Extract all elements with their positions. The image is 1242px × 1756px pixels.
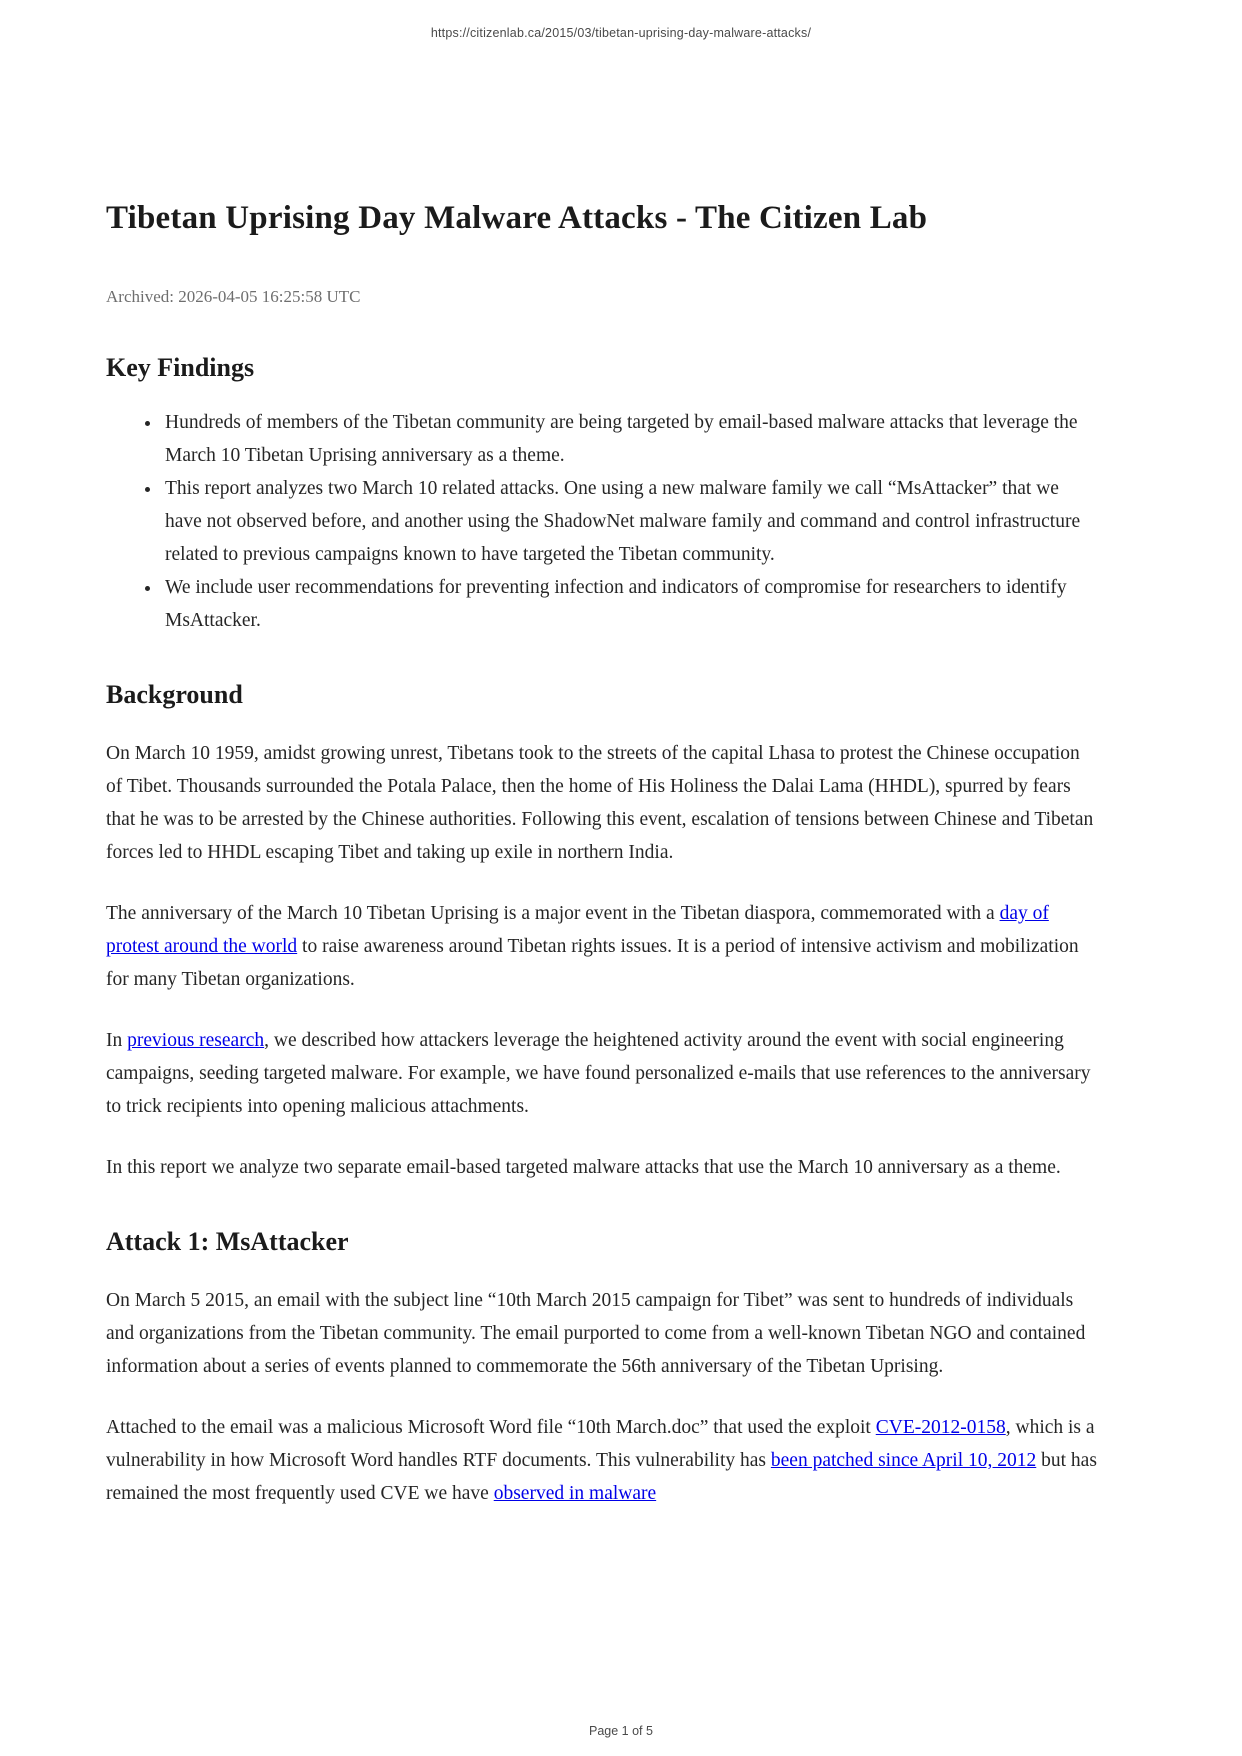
section-heading-key-findings: Key Findings [106,353,255,382]
paragraph-text: In [106,1030,128,1051]
paragraph-text: to raise awareness around Tibetan rights issues. It is a period of intensive activism and mobilization for many Tibetan organizations. [106,936,1079,990]
paragraph-text: On March 10 1959, amidst growing unrest, Tibetans took to the streets of the capital Lhasa to protest the Chinese occupation of Tibet. Thousands surrounded the Potala Palace, then the home of His Holiness the Dalai Lama (HHDL), spurred by fears that he was to be arrested by the Chinese authorities. Following this event, escalation of tensions between Chinese and Tibetan forces led to HHDL escaping Tibet and taking up exile in northern India. [106,743,1094,863]
list-item: • Hundreds of members of the Tibetan community are being targeted by email-based malware attacks that leverage the March 10 Tibetan Uprising anniversary as a theme. [162,406,1098,472]
section-heading-background: Background [106,680,243,709]
article-body [106,0,1098,1510]
page-title: Tibetan Uprising Day Malware Attacks - The Citizen Lab [106,200,928,236]
background-paragraph-4 [106,1151,1098,1184]
page-number: Page 1 of 5 [589,1724,653,1738]
archived-timestamp: Archived: 2026-04-05 16:25:58 UTC [106,287,361,306]
paragraph-text: In this report we analyze two separate email-based targeted malware attacks that use the March 10 anniversary as a theme. [106,1157,1061,1178]
list-item: • We include user recommendations for preventing infection and indicators of compromise for researchers to identify MsAttacker. [162,571,1098,637]
paragraph-text: , we described how attackers leverage the heightened activity around the event with social engineering campaigns, seeding targeted malware. For example, we have found personalized e-mails that use references to the anniversary to trick recipients into opening malicious attachments. [106,1030,1091,1117]
key-findings-list [106,406,1098,637]
paragraph-text: but has remained the most frequently used CVE we have [106,1450,1097,1504]
attack1-paragraph-1 [106,1284,1098,1383]
background-paragraph-1 [106,737,1098,869]
list-item: • This report analyzes two March 10 related attacks. One using a new malware family we call “MsAttacker” that we have not observed before, and another using the ShadowNet malware family and command and control infrastructure related to previous campaigns known to have targeted the Tibetan community. [162,472,1098,571]
link-observed-in-malware[interactable]: observed in malware [493,1483,657,1504]
background-paragraph-2 [106,897,1098,996]
link-cve-2012-0158[interactable]: CVE-2012-0158 [875,1417,1006,1438]
link-been-patched[interactable]: been patched since April 10, 2012 [770,1450,1037,1471]
archive-url: https://citizenlab.ca/2015/03/tibetan-uprising-day-malware-attacks/ [430,26,812,40]
paragraph-text: Attached to the email was a malicious Microsoft Word file “10th March.doc” that used the exploit [106,1417,876,1438]
link-previous-research[interactable]: previous research [127,1030,265,1051]
attack1-paragraph-2 [106,1411,1098,1510]
section-heading-attack-1: Attack 1: MsAttacker [106,1227,349,1256]
link-day-of-protest[interactable]: day of protest around the world [106,903,1049,957]
background-paragraph-3 [106,1024,1098,1123]
paragraph-text: On March 5 2015, an email with the subject line “10th March 2015 campaign for Tibet” was sent to hundreds of individuals and organizations from the Tibetan community. The email purported to come from a well-known Tibetan NGO and contained information about a series of events planned to commemorate the 56th anniversary of the Tibetan Uprising. [106,1290,1086,1377]
paragraph-text: The anniversary of the March 10 Tibetan Uprising is a major event in the Tibetan diaspora, commemorated with a [106,903,1000,924]
paragraph-text: , which is a vulnerability in how Microsoft Word handles RTF documents. This vulnerability has [106,1417,1095,1471]
